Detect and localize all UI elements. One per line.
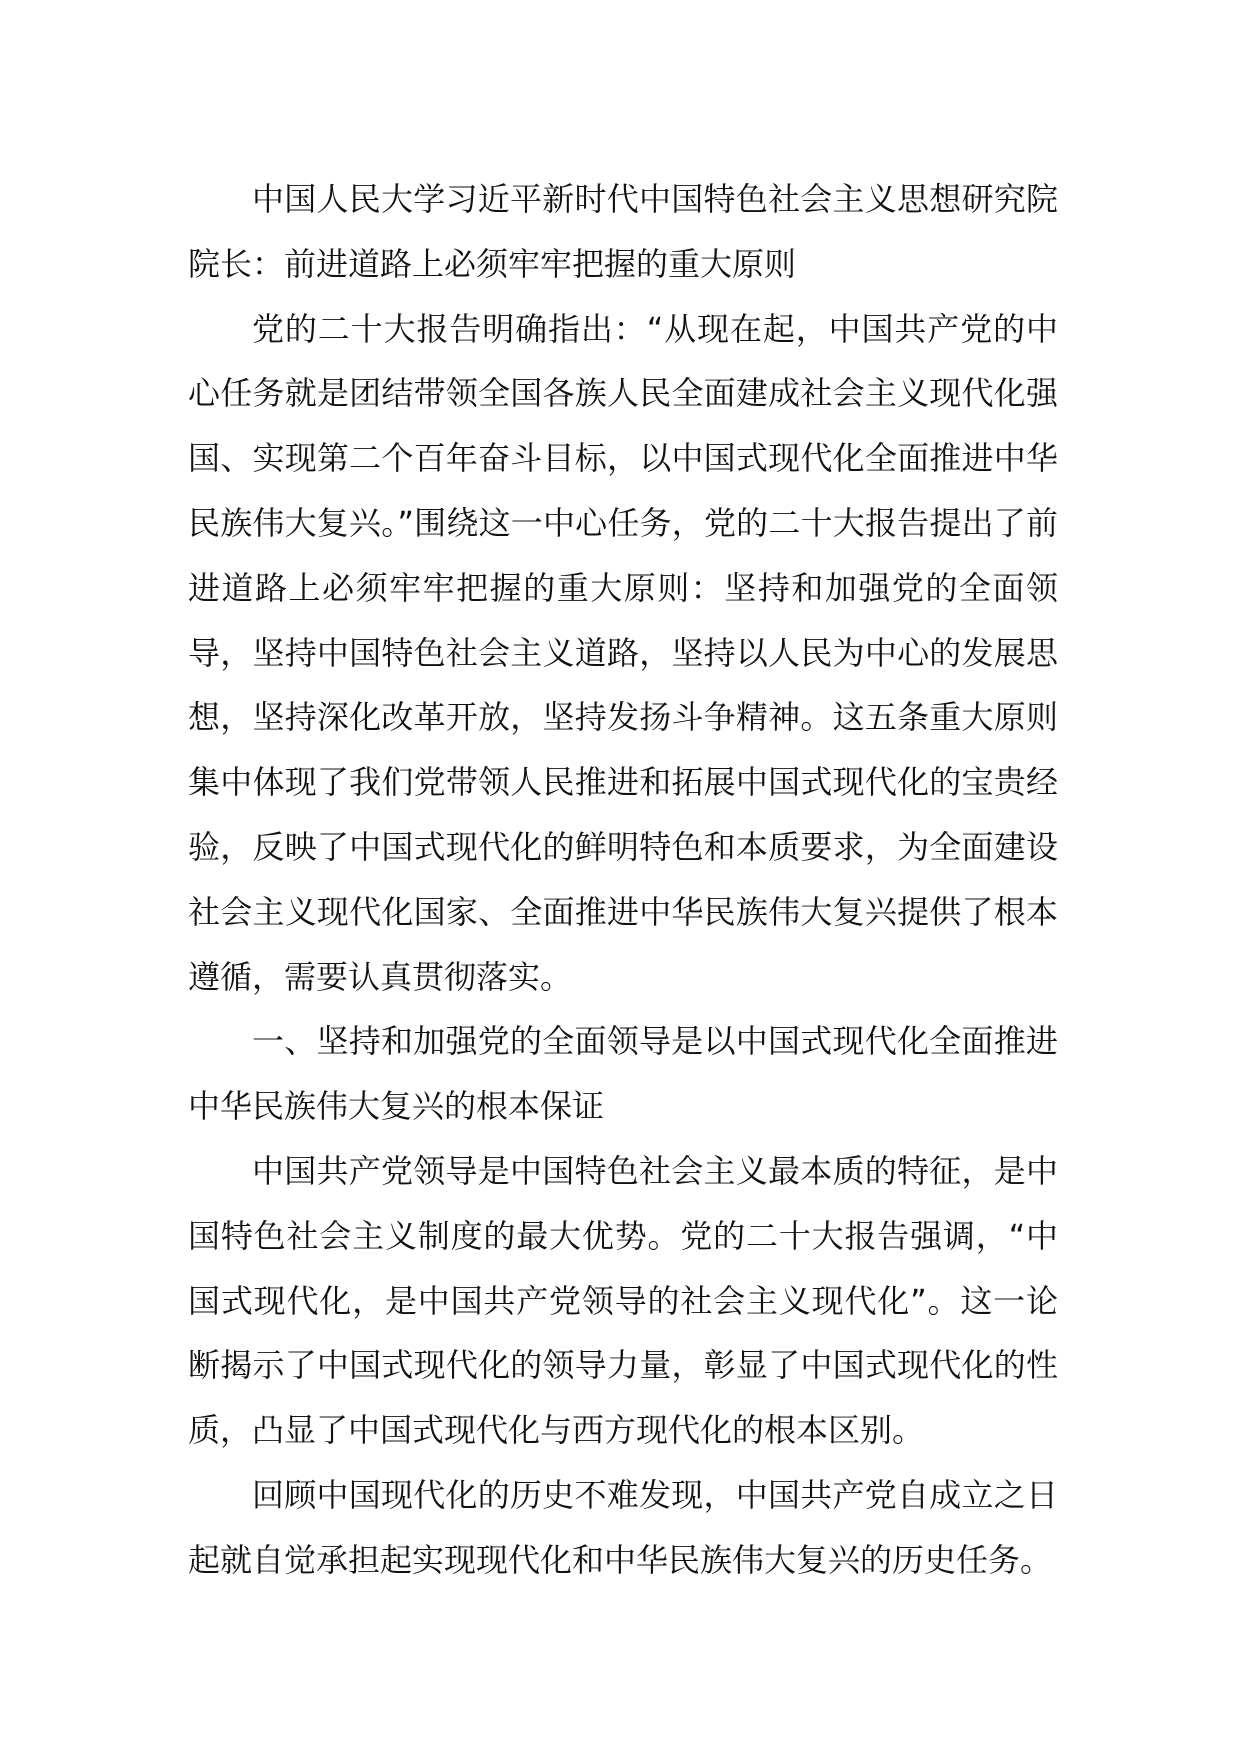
document-body: [188, 167, 1058, 1593]
document-title: 中国人民大学习近平新时代中国特色社会主义思想研究院院长：前进道路上必须牢牢把握的重大原则: [188, 180, 1058, 283]
section-heading-1: 一、坚持和加强党的全面领导是以中国式现代化全面推进中华民族伟大复兴的根本保证: [188, 1022, 1058, 1126]
paragraph-history: 回顾中国现代化的历史不难发现，中国共产党自成立之日起就自觉承担起实现现代化和中华民族伟大复兴的历史任务。: [188, 1475, 1058, 1579]
paragraph-intro: 党的二十大报告明确指出：“从现在起，中国共产党的中心任务就是团结带领全国各族人民全面建成社会主义现代化强国、实现第二个百年奋斗目标，以中国式现代化全面推进中华民族伟大复兴。”围绕这一中心任务，党的二十大报告提出了前进道路上必须牢牢把握的重大原则：坚持和加强党的全面领导，坚持中国特色社会主义道路，坚持以人民为中心的发展思想，坚持深化改革开放，坚持发扬斗争精神。这五条重大原则集中体现了我们党带领人民推进和拓展中国式现代化的宝贵经验，反映了中国式现代化的鲜明特色和本质要求，为全面建设社会主义现代化国家、全面推进中华民族伟大复兴提供了根本遵循，需要认真贯彻落实。: [188, 309, 1058, 996]
paragraph-party-leadership: 中国共产党领导是中国特色社会主义最本质的特征，是中国特色社会主义制度的最大优势。党的二十大报告强调，“中国式现代化，是中国共产党领导的社会主义现代化”。这一论断揭示了中国式现代化的领导力量，彰显了中国式现代化的性质，凸显了中国式现代化与西方现代化的根本区别。: [188, 1151, 1058, 1450]
